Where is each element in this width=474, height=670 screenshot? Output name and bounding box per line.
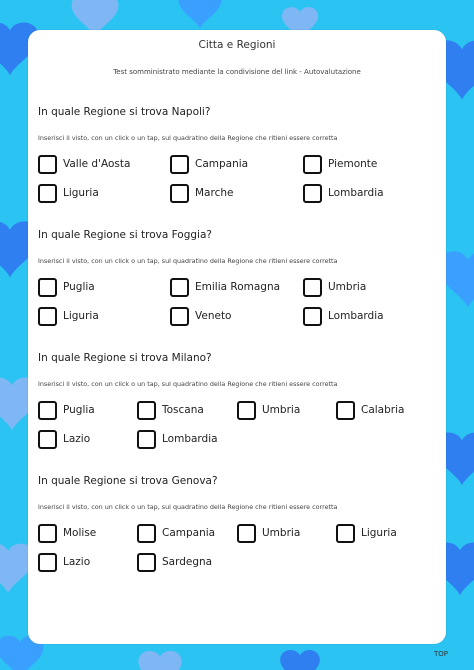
option-q2-lombardia[interactable]: Lombardia	[303, 306, 384, 326]
heart-icon	[280, 650, 320, 670]
option-q3-toscana[interactable]: Toscana	[137, 400, 204, 420]
question-4-instruction: Inserisci il visto, con un click o un tap, sul quadratino della Regione che ritieni essere corretta	[38, 503, 338, 511]
checkbox[interactable]	[303, 155, 322, 174]
option-q2-puglia[interactable]: Puglia	[38, 277, 95, 297]
option-q3-umbria[interactable]: Umbria	[237, 400, 300, 420]
checkbox[interactable]	[303, 278, 322, 297]
checkbox[interactable]	[38, 155, 57, 174]
option-q2-liguria[interactable]: Liguria	[38, 306, 99, 326]
checkbox[interactable]	[38, 430, 57, 449]
option-q1-marche[interactable]: Marche	[170, 183, 233, 203]
checkbox[interactable]	[170, 278, 189, 297]
checkbox[interactable]	[170, 155, 189, 174]
option-q2-veneto[interactable]: Veneto	[170, 306, 231, 326]
page-subtitle: Test somministrato mediante la condivisione del link - Autovalutazione	[113, 68, 361, 76]
option-q3-lazio[interactable]: Lazio	[38, 429, 90, 449]
checkbox[interactable]	[137, 401, 156, 420]
checkbox[interactable]	[303, 184, 322, 203]
option-q3-puglia[interactable]: Puglia	[38, 400, 95, 420]
checkbox[interactable]	[38, 524, 57, 543]
checkbox[interactable]	[237, 401, 256, 420]
question-2-text: In quale Regione si trova Foggia?	[38, 229, 212, 241]
question-3-text: In quale Regione si trova Milano?	[38, 352, 212, 364]
checkbox[interactable]	[38, 184, 57, 203]
question-1-text: In quale Regione si trova Napoli?	[38, 106, 211, 118]
question-3-instruction: Inserisci il visto, con un click o un tap, sul quadratino della Regione che ritieni essere corretta	[38, 380, 338, 388]
checkbox[interactable]	[237, 524, 256, 543]
heart-icon	[178, 0, 221, 28]
option-q1-liguria[interactable]: Liguria	[38, 183, 99, 203]
option-q1-lombardia[interactable]: Lombardia	[303, 183, 384, 203]
question-1-instruction: Inserisci il visto, con un click o un tap, sul quadratino della Regione che ritieni essere corretta	[38, 134, 338, 142]
option-q3-lombardia[interactable]: Lombardia	[137, 429, 218, 449]
checkbox[interactable]	[137, 524, 156, 543]
question-4-text: In quale Regione si trova Genova?	[38, 475, 218, 487]
option-q4-lazio[interactable]: Lazio	[38, 552, 90, 572]
heart-icon	[138, 651, 181, 670]
option-q1-valle-daosta[interactable]: Valle d'Aosta	[38, 154, 130, 174]
checkbox[interactable]	[137, 553, 156, 572]
option-q4-sardegna[interactable]: Sardegna	[137, 552, 212, 572]
option-q3-calabria[interactable]: Calabria	[336, 400, 404, 420]
option-q4-liguria[interactable]: Liguria	[336, 523, 397, 543]
checkbox[interactable]	[336, 401, 355, 420]
checkbox[interactable]	[170, 184, 189, 203]
checkbox[interactable]	[38, 278, 57, 297]
option-q2-umbria[interactable]: Umbria	[303, 277, 366, 297]
checkbox[interactable]	[137, 430, 156, 449]
option-q4-molise[interactable]: Molise	[38, 523, 96, 543]
option-q4-umbria[interactable]: Umbria	[237, 523, 300, 543]
option-q2-emilia-romagna[interactable]: Emilia Romagna	[170, 277, 280, 297]
checkbox[interactable]	[38, 553, 57, 572]
top-link[interactable]: TOP	[434, 650, 449, 658]
option-q4-campania[interactable]: Campania	[137, 523, 215, 543]
question-2-instruction: Inserisci il visto, con un click o un tap, sul quadratino della Regione che ritieni essere corretta	[38, 257, 338, 265]
page-title: Citta e Regioni	[198, 39, 276, 51]
checkbox[interactable]	[303, 307, 322, 326]
checkbox[interactable]	[336, 524, 355, 543]
option-q1-campania[interactable]: Campania	[170, 154, 248, 174]
option-q1-piemonte[interactable]: Piemonte	[303, 154, 377, 174]
checkbox[interactable]	[38, 401, 57, 420]
checkbox[interactable]	[170, 307, 189, 326]
checkbox[interactable]	[38, 307, 57, 326]
quiz-card	[28, 30, 446, 644]
